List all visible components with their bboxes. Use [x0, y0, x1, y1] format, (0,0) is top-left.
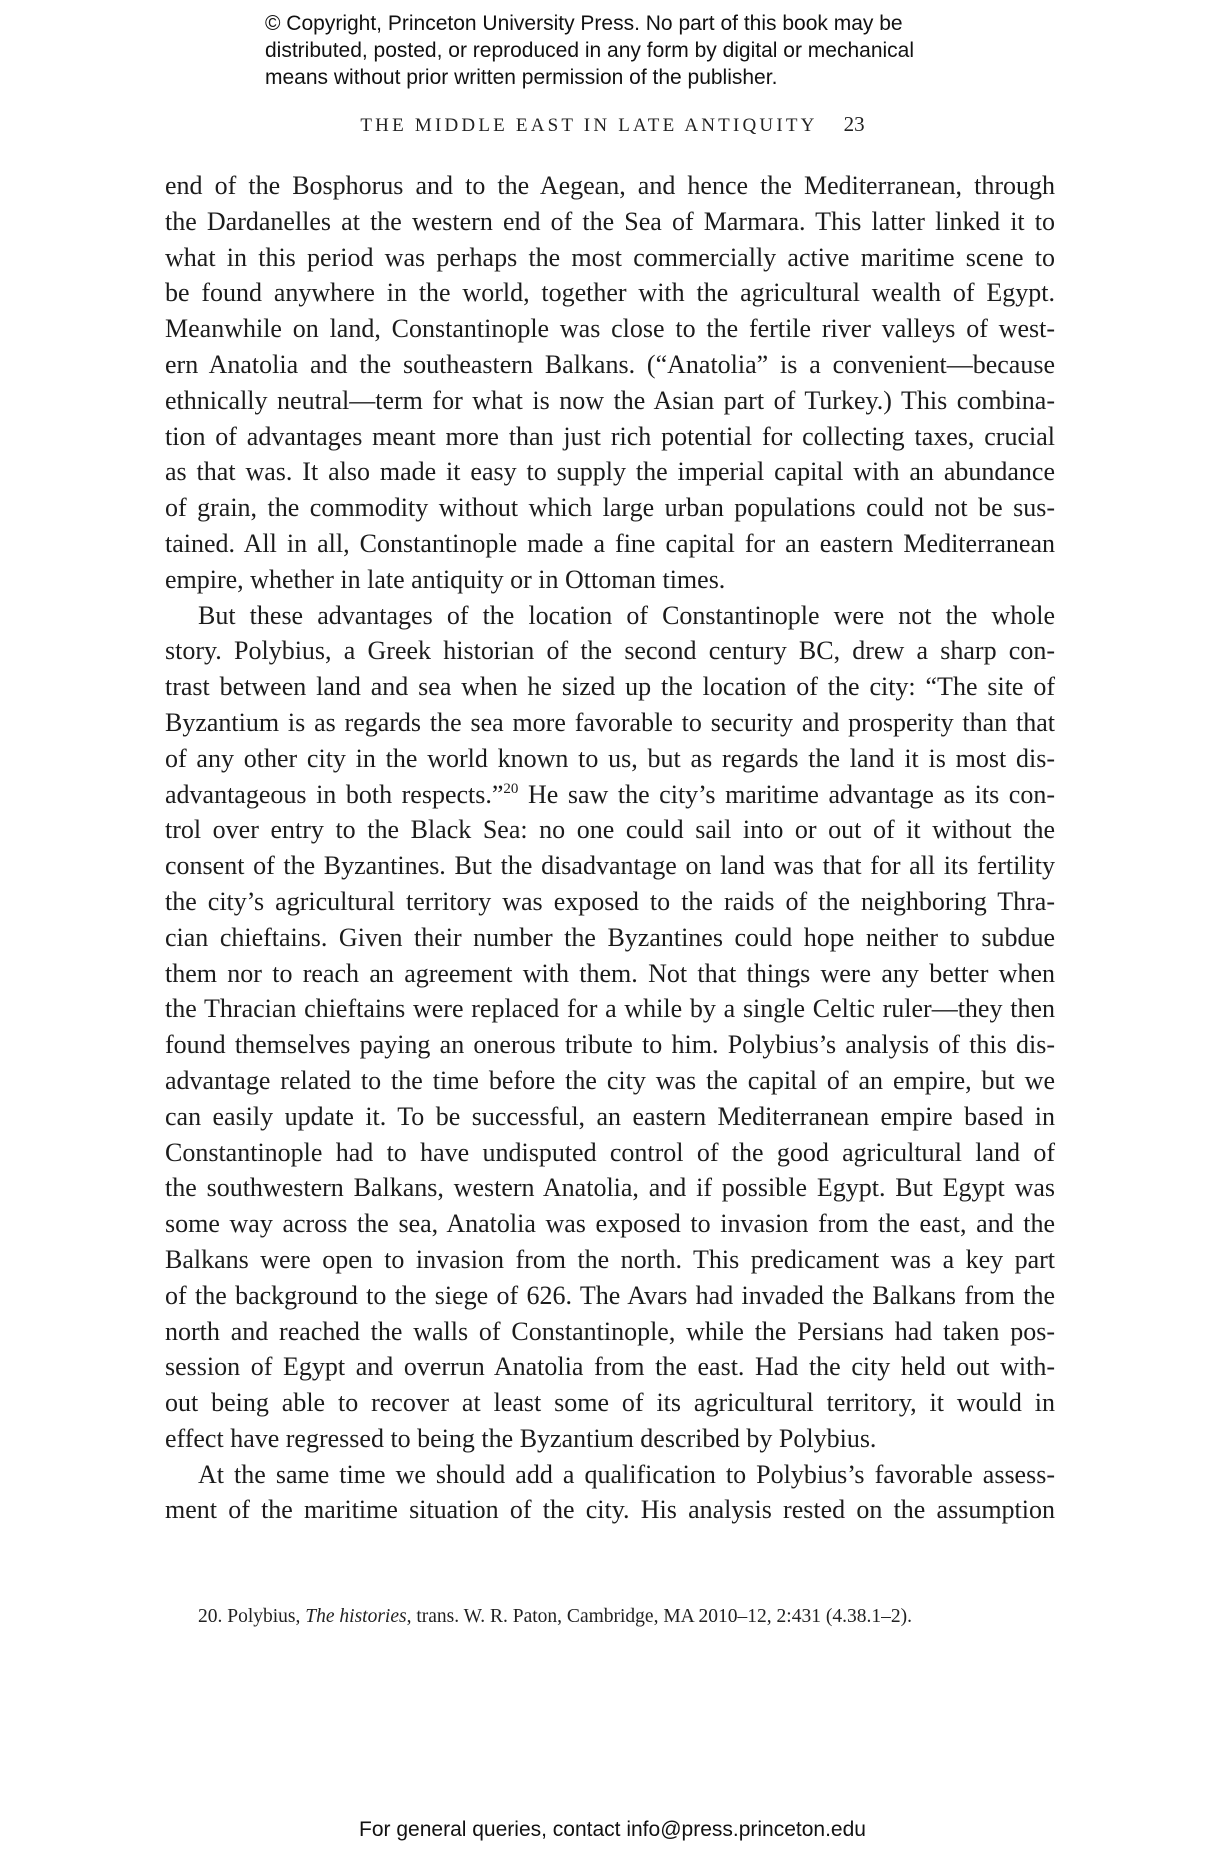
text-line: Constantinople had to have undisputed control of the good agricultural land of — [165, 1137, 1055, 1167]
text-line: of the background to the siege of 626. The Avars had invaded the Balkans from the — [165, 1280, 1055, 1310]
text-line: of grain, the commodity without which large urban populations could not be sus- — [165, 493, 1055, 523]
text-line: what in this period was perhaps the most commercially active maritime scene to — [165, 242, 1055, 272]
text-line: ethnically neutral—term for what is now the Asian part of Turkey.) This combina- — [165, 385, 1055, 415]
text-line: the Dardanelles at the western end of the Sea of Marmara. This latter linked it to — [165, 206, 1055, 236]
text-line: empire, whether in late antiquity or in Ottoman times. — [165, 564, 726, 594]
text-line: north and reached the walls of Constantinople, while the Persians had taken pos- — [165, 1316, 1055, 1346]
footnote-ref[interactable]: 20 — [503, 780, 519, 797]
text-line: them nor to reach an agreement with them. Not that things were any better when — [165, 958, 1055, 988]
text-line: Meanwhile on land, Constantinople was close to the fertile river valleys of west- — [165, 314, 1055, 344]
text-line: the Thracian chieftains were replaced for a while by a single Celtic ruler—they then — [165, 994, 1055, 1024]
text-line: found themselves paying an onerous tribute to him. Polybius’s analysis of this dis- — [165, 1030, 1055, 1060]
text-line: story. Polybius, a Greek historian of the second century BC, drew a sharp con- — [165, 636, 1055, 666]
text-line: tion of advantages meant more than just rich potential for collecting taxes, crucial — [165, 421, 1055, 451]
footer-contact: For general queries, contact info@press.princeton.edu — [359, 1818, 866, 1841]
text-line: Balkans were open to invasion from the north. This predicament was a key part — [165, 1244, 1055, 1274]
copyright-line: means without prior written permission of the publisher. — [265, 66, 778, 89]
body-text — [165, 168, 1055, 1528]
text-line: consent of the Byzantines. But the disadvantage on land was that for all its fertility — [165, 851, 1055, 881]
text-line: end of the Bosphorus and to the Aegean, and hence the Mediterranean, through — [165, 171, 1055, 200]
page-number: 23 — [843, 112, 865, 136]
text-line-with-note — [165, 777, 1055, 813]
text-line: can easily update it. To be successful, an eastern Mediterranean empire based in — [165, 1101, 1055, 1131]
text-line: trol over entry to the Black Sea: no one could sail into or out of it without the — [165, 815, 1055, 845]
text-line: ment of the maritime situation of the city. His analysis rested on the assumption — [165, 1495, 1055, 1525]
text-line: session of Egypt and overrun Anatolia from the east. Had the city held out with- — [165, 1352, 1055, 1382]
text-line: as that was. It also made it easy to supply the imperial capital with an abundance — [165, 457, 1055, 487]
text-line: Byzantium is as regards the sea more favorable to security and prosperity than that — [165, 707, 1055, 737]
copyright-line: distributed, posted, or reproduced in any form by digital or mechanical — [265, 39, 915, 62]
text-line: be found anywhere in the world, together with the agricultural wealth of Egypt. — [165, 278, 1055, 308]
copyright-line: © Copyright, Princeton University Press. No part of this book may be — [265, 12, 903, 35]
text-fragment: He saw the city’s maritime advantage as its con- — [518, 779, 1055, 809]
text-line: the city’s agricultural territory was exposed to the raids of the neighboring Thra- — [165, 886, 1055, 916]
copyright-notice — [265, 10, 1025, 91]
text-line: of any other city in the world known to us, but as regards the land it is most dis- — [165, 743, 1055, 773]
running-head-title: THE MIDDLE EAST IN LATE ANTIQUITY — [360, 115, 818, 136]
text-line: tained. All in all, Constantinople made a fine capital for an eastern Mediterranean — [165, 528, 1055, 558]
text-line: out being able to recover at least some of its agricultural territory, it would in — [165, 1388, 1055, 1418]
text-line: At the same time we should add a qualification to Polybius’s favorable assess- — [198, 1459, 1055, 1489]
text-line: some way across the sea, Anatolia was exposed to invasion from the east, and the — [165, 1209, 1055, 1239]
footnote-citation: , trans. W. R. Paton, Cambridge, MA 2010–12, 2:431 (4.38.1–2). — [406, 1606, 912, 1627]
text-line: effect have regressed to being the Byzantium described by Polybius. — [165, 1423, 877, 1453]
text-fragment: advantageous in both respects.” — [165, 779, 504, 809]
text-line: trast between land and sea when he sized up the location of the city: “The site of — [165, 672, 1055, 702]
text-line: But these advantages of the location of Constantinople were not the whole — [198, 600, 1055, 630]
text-line: cian chieftains. Given their number the Byzantines could hope neither to subdue — [165, 922, 1055, 952]
running-head — [0, 112, 1225, 137]
footnote — [198, 1606, 1058, 1628]
text-line: advantage related to the time before the city was the capital of an empire, but we — [165, 1065, 1055, 1095]
text-line: ern Anatolia and the southeastern Balkans. (“Anatolia” is a convenient—because — [165, 349, 1055, 379]
footnote-work-title: The histories — [305, 1606, 407, 1627]
footnote-author: Polybius, — [227, 1606, 306, 1627]
footnote-number: 20. — [198, 1606, 228, 1627]
text-line: the southwestern Balkans, western Anatolia, and if possible Egypt. But Egypt was — [165, 1173, 1055, 1203]
